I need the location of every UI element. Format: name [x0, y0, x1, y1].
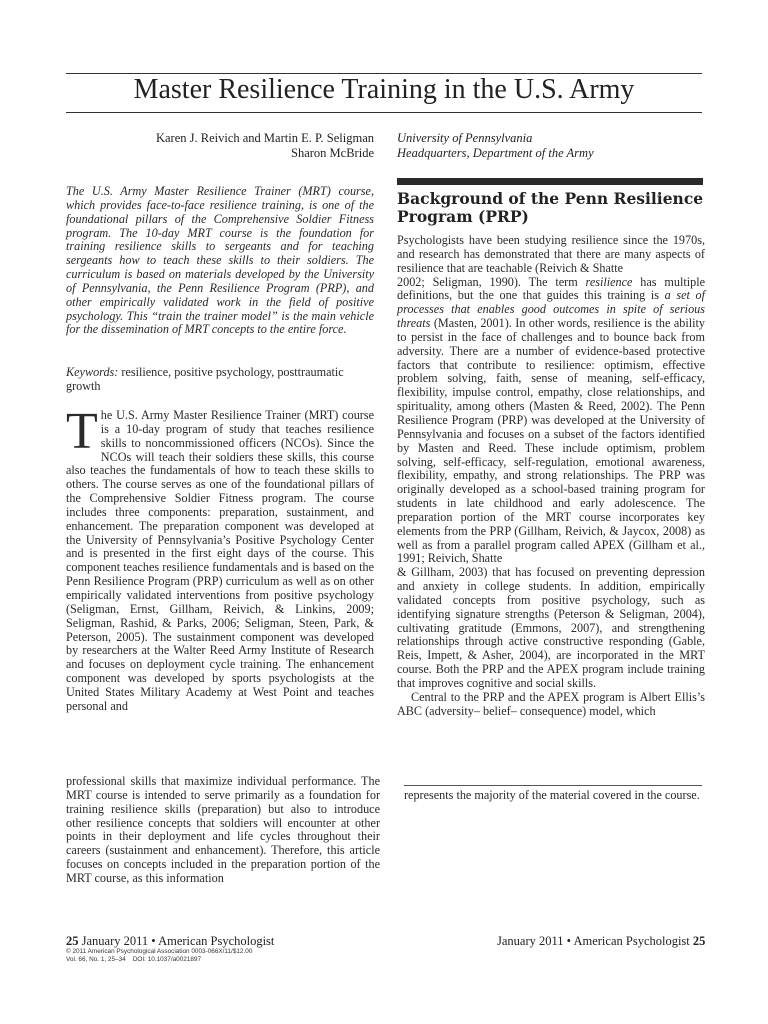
section-paragraph-2: Central to the PRP and the APEX program is Albert Ellis’s ABC (adversity– belief– consequence) model, which — [397, 689, 705, 718]
p1-part-c: has multiple definitions, but the one that guides this training is — [397, 274, 705, 303]
article-title: Master Resilience Training in the U.S. Army — [133, 74, 635, 105]
page-number-left: 25 — [66, 934, 79, 948]
affiliation-line-1: University of Pennsylvania — [397, 131, 533, 145]
authors-line-2: Sharon McBride — [291, 145, 374, 160]
journal-right: January 2011 • American Psychologist — [497, 934, 690, 948]
section-heading: Background of the Penn Resilience Program (PRP) — [397, 189, 704, 226]
author-names — [80, 131, 374, 160]
journal-left: January 2011 • American Psychologist — [81, 934, 275, 948]
resilience-definition: a set of processes that enables good outcomes in spite of serious threats — [397, 288, 705, 331]
section-paragraph-1 — [397, 234, 705, 691]
abstract: The U.S. Army Master Resilience Trainer (MRT) course, which provides face-to-face resilience training, is one of the foundational pillars of the Comprehensive Soldier Fitness program. The 10-day MRT course is the foundation for training resilience skills to sergeants and for teaching sergeants how to teach these skills to their soldiers. The curriculum is based on materials developed by the University of Pennsylvania, the Penn Resilience Program (PRP), and other empirically validated work in the field of positive psychology. This “train the trainer model” is the main vehicle for the dissemination of MRT concepts to the entire force. — [66, 184, 374, 337]
column-rule — [404, 785, 702, 786]
term-resilience: resilience — [585, 274, 633, 289]
section-body — [397, 234, 705, 719]
title-rule — [66, 112, 702, 113]
keywords-label: Keywords: — [66, 365, 119, 379]
p1-part-e: & Gillham, 2003) that has focused on preventing depression and anxiety in college students. In addition, empirically validated concepts from positive psychology, such as identifying signature strengths (Peterson & Seligman, 2004), cultivating gratitude (Emmons, 2007), and strengthening relationships through active constructive responding (Gable, Reis, Impett, & Asher, 2004), are incorporated in the MRT course. Both the PRP and the APEX program include training that improves cognitive and social skills. — [397, 565, 705, 690]
keywords-text: resilience, positive psychology, posttraumatic growth — [66, 365, 344, 393]
authors-line-1: Karen J. Reivich and Martin E. P. Seligman — [155, 131, 374, 145]
affiliation-line-2: Headquarters, Department of the Army — [397, 145, 594, 160]
intro-paragraph — [66, 403, 374, 714]
page-number-right: 25 — [692, 934, 706, 948]
p1-part-a: Psychologists have been studying resilience since the 1970s, and research has demonstrated that there are many aspects of resilience that are teachable (Reivich & Shatte — [397, 233, 705, 275]
footer-left — [66, 934, 274, 948]
p1-part-b: 2002; Seligman, 1990). The term — [397, 274, 586, 289]
section-bar — [397, 178, 703, 185]
keywords — [66, 366, 374, 394]
doi-info: DOI: 10.1037/a0021897 — [132, 955, 202, 963]
intro-text: he U.S. Army Master Resilience Trainer (MRT) course is a 10-day program of study that teaches resilience skills to noncommissioned officers (NCOs). Since the NCOs will teach their soldiers these skills, this course also teaches the fundamentals of how to teach these skills to others. The course serves as one of the foundational pillars of the Comprehensive Soldier Fitness program. The course includes three components: preparation, sustainment, and enhancement. The preparation component was developed at the University of Pennsylvania’s Positive Psychology Center and is presented in the first eight days of the course. This component teaches resilience fundamentals and is based on the Penn Resilience Program (PRP) curriculum as well as on other empirically validated interventions from positive psychology (Seligman, Ernst, Gillham, Reivich, & Linkins, 2009; Seligman, Rashid, & Parks, 2006; Seligman, Steen, Park, & Peterson, 2005). The sustainment component was developed by researchers at the Walter Reed Army Institute of Research and focuses on deployment cycle training. The enhancement component was developed by sports psychologists at the United States Military Academy at West Point and teaches personal and — [66, 408, 374, 713]
drop-cap: T — [66, 403, 98, 460]
section-tail: represents the majority of the material covered in the course. — [404, 788, 700, 802]
copyright-line: © 2011 American Psychological Association 0003-066X/11/$12.00 — [66, 948, 253, 955]
p1-part-d: (Masten, 2001). In other words, resilience is the ability to persist in the face of challenges and to bounce back from adversity. There are a number of evidence-based protective factors that contribute to resilience: optimism, effective problem solving, faith, sense of meaning, self-efficacy, flexibility, impulse control, empathy, close relationships, and spirituality, among others (Masten & Reed, 2002). The Penn Resilience Program (PRP) was developed at the University of Pennsylvania and focuses on a subset of the factors identified by Masten and Reed. These include optimism, problem solving, self-efficacy, self-regulation, emotional awareness, flexibility, empathy, and strong relationships. The PRP was originally developed as a school-based training program for students in late childhood and early adolescence. The preparation portion of the MRT course incorporates key elements from the PRP (Gillham, Reivich, & Jaycox, 2008) as well as from a parallel program called APEX (Gillham et al., 1991; Reivich, Shatte — [397, 316, 705, 566]
author-affiliations — [397, 131, 717, 160]
footer-right — [497, 934, 705, 948]
volume-info: Vol. 66, No. 1, 25–34 — [66, 955, 126, 963]
copyright-notice — [66, 948, 386, 963]
col1-continued: professional skills that maximize individual performance. The MRT course is intended to serve primarily as a foundation for training resilience skills (preparation) but also to introduce other resilience concepts that soldiers will encounter at other points in their deployment and life cycles throughout their careers (sustainment and enhancement). Therefore, this article focuses on concepts included in the preparation portion of the MRT course, as this information — [66, 774, 380, 885]
volume-doi-line — [66, 956, 386, 964]
